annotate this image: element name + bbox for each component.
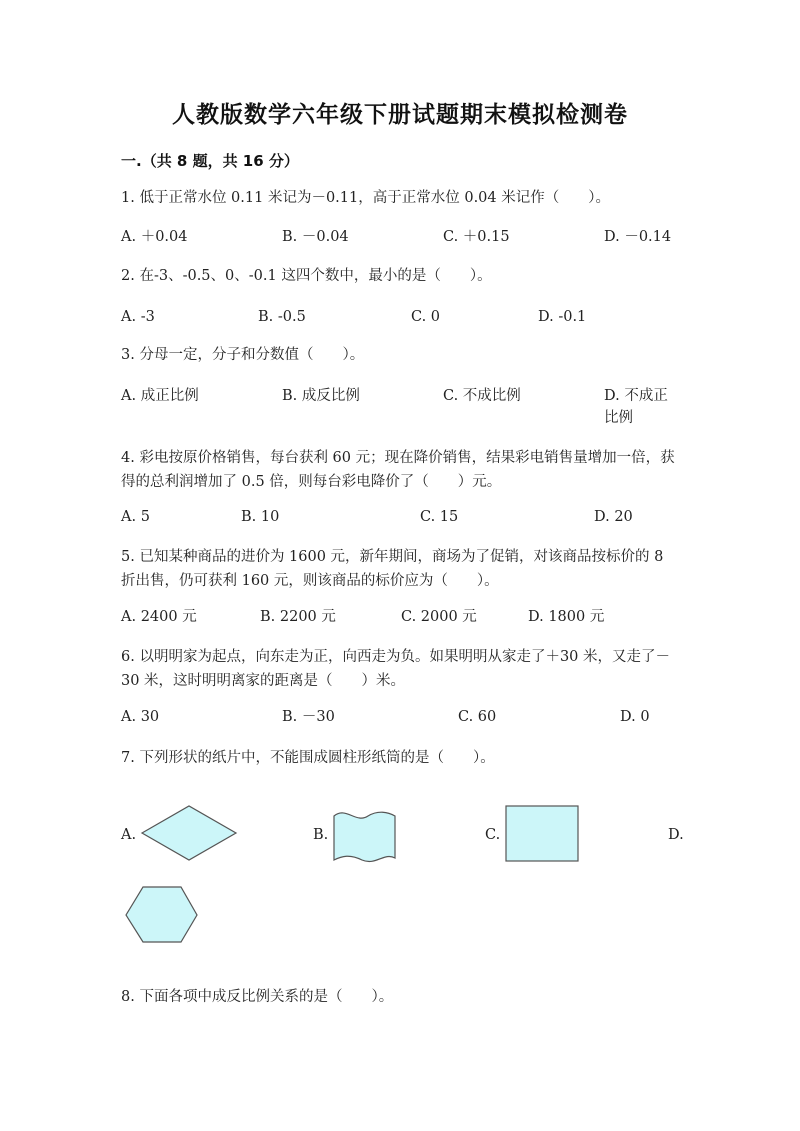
q7-option-d[interactable]: D. (668, 827, 684, 843)
q2-option-b[interactable]: B. -0.5 (258, 309, 306, 325)
q3-option-c[interactable]: C. 不成比例 (443, 388, 521, 404)
q3-option-a[interactable]: A. 成正比例 (121, 388, 199, 404)
q4-option-b[interactable]: B. 10 (241, 509, 280, 525)
q4-option-d[interactable]: D. 20 (594, 509, 633, 525)
question-3: 3. 分母一定，分子和分数值（ ）。 (121, 347, 365, 363)
page-title: 人教版数学六年级下册试题期末模拟检测卷 (172, 102, 628, 128)
question-6: 6. 以明明家为起点，向东走为正，向西走为负。如果明明从家走了＋30 米，又走了－30 米，这时明明离家的距离是（ ）米。 (121, 649, 671, 689)
q2-option-d[interactable]: D. -0.1 (538, 309, 587, 325)
q1-option-c[interactable]: C. ＋0.15 (443, 229, 510, 245)
q1-option-b[interactable]: B. －0.04 (282, 229, 349, 245)
q5-option-a[interactable]: A. 2400 元 (121, 609, 197, 625)
question-2: 2. 在-3、-0.5、0、-0.1 这四个数中，最小的是（ ）。 (121, 268, 492, 284)
q3-option-d[interactable]: D. 不成正比例 (604, 388, 668, 426)
hexagon-shape[interactable] (124, 885, 200, 945)
q6-option-d[interactable]: D. 0 (620, 709, 650, 725)
q1-option-a[interactable]: A. ＋0.04 (121, 229, 188, 245)
q4-option-c[interactable]: C. 15 (420, 509, 459, 525)
question-8: 8. 下面各项中成反比例关系的是（ ）。 (121, 989, 394, 1005)
wavy-rectangle-shape[interactable] (332, 808, 398, 866)
q5-option-b[interactable]: B. 2200 元 (260, 609, 336, 625)
q3-option-b[interactable]: B. 成反比例 (282, 388, 360, 404)
q6-option-b[interactable]: B. －30 (282, 709, 335, 725)
question-5: 5. 已知某种商品的进价为 1600 元，新年期间，商场为了促销，对该商品按标价的 8 折出售，仍可获利 160 元，则该商品的标价应为（ ）。 (121, 549, 664, 589)
q7-option-b[interactable]: B. (313, 827, 329, 843)
question-1: 1. 低于正常水位 0.11 米记为－0.11，高于正常水位 0.04 米记作（ ）。 (121, 190, 610, 206)
rectangle-shape[interactable] (505, 805, 581, 863)
q6-option-c[interactable]: C. 60 (458, 709, 497, 725)
q6-option-a[interactable]: A. 30 (121, 709, 160, 725)
q2-option-a[interactable]: A. -3 (121, 309, 155, 325)
q5-option-c[interactable]: C. 2000 元 (401, 609, 477, 625)
q4-option-a[interactable]: A. 5 (121, 509, 150, 525)
q1-option-d[interactable]: D. －0.14 (604, 229, 672, 245)
q7-option-c[interactable]: C. (485, 827, 501, 843)
question-7: 7. 下列形状的纸片中，不能围成圆柱形纸筒的是（ ）。 (121, 750, 495, 766)
rhombus-shape[interactable] (140, 804, 238, 862)
q5-option-d[interactable]: D. 1800 元 (528, 609, 605, 625)
question-4: 4. 彩电按原价格销售，每台获利 60 元；现在降价销售，结果彩电销售量增加一倍，获得的总利润增加了 0.5 倍，则每台彩电降价了（ ）元。 (121, 450, 675, 490)
section-heading: 一.（共 8 题，共 16 分） (121, 152, 299, 170)
q7-option-a[interactable]: A. (121, 827, 137, 843)
q2-option-c[interactable]: C. 0 (411, 309, 441, 325)
